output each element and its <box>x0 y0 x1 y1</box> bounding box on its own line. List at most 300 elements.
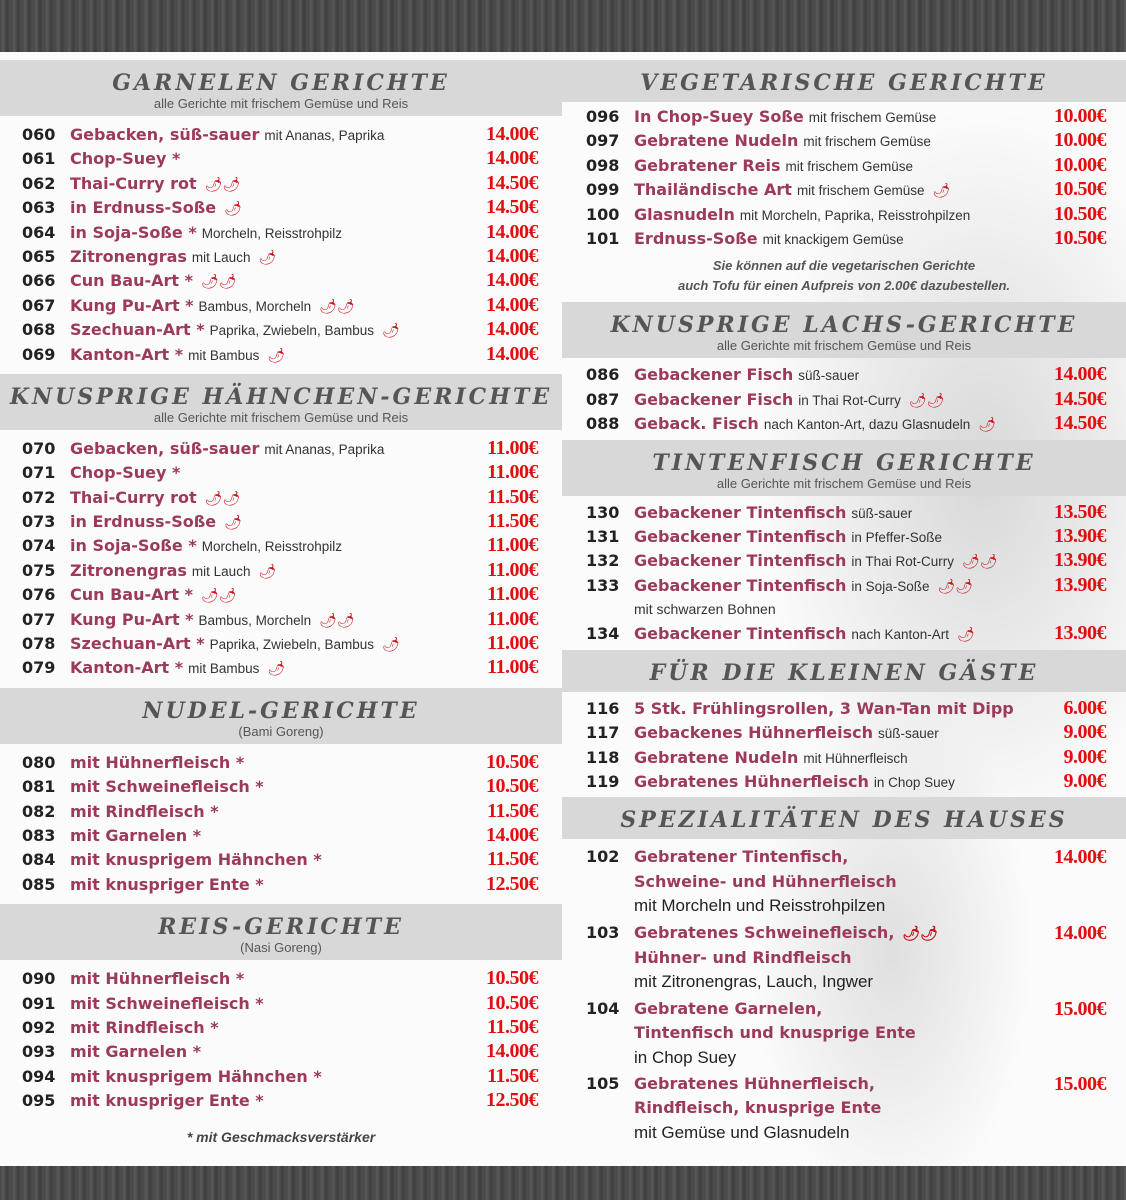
item-name: Gebackenes Hühnerfleisch <box>634 723 874 743</box>
item-price: 11.50€ <box>487 485 538 508</box>
item-description: nach Kanton-Art, dazu Glasnudeln <box>763 417 971 433</box>
menu-item <box>22 1088 538 1112</box>
chili-icon: 🌶 <box>258 249 277 266</box>
item-description: mit frischem Gemüse <box>803 134 931 150</box>
item-name-text: Gebratenes Schweinefleisch, <box>634 922 895 942</box>
menu-item <box>586 995 1106 1070</box>
item-name: Gebratene Nudeln <box>634 131 799 151</box>
item-description: mit Morcheln, Paprika, Reisstrohpilzen <box>739 207 971 223</box>
item-name: mit Garnelen * <box>70 1042 202 1062</box>
menu-item <box>586 696 1106 720</box>
item-price: 14.00€ <box>486 342 538 365</box>
item-list <box>0 744 562 904</box>
menu-item <box>22 847 538 871</box>
item-price: 12.50€ <box>486 1089 538 1112</box>
item-description: mit knackigem Gemüse <box>762 231 904 247</box>
menu-item <box>586 769 1106 793</box>
menu-item <box>586 621 1106 645</box>
menu-item <box>22 533 538 557</box>
menu-item <box>22 607 538 631</box>
item-price: 14.00€ <box>486 123 538 145</box>
item-name: mit Hühnerfleisch * <box>70 969 245 989</box>
item-name: Chop-Suey * <box>70 149 181 169</box>
item-name: Gebackener Tintenfisch <box>634 502 847 522</box>
item-name-line2: Tintenfisch und knusprige Ente <box>634 1023 916 1043</box>
item-price: 14.00€ <box>486 318 538 341</box>
item-list <box>562 839 1126 1153</box>
item-name: Glasnudeln <box>634 204 735 224</box>
chili-icon: 🌶🌶 <box>200 274 237 291</box>
item-number: 099 <box>586 180 620 200</box>
menu-item <box>22 146 538 170</box>
item-price: 14.00€ <box>486 1040 538 1063</box>
item-price: 11.00€ <box>487 558 538 581</box>
item-number: 080 <box>22 752 56 772</box>
section-header <box>0 60 562 116</box>
section-header <box>562 302 1126 358</box>
item-number: 079 <box>22 658 56 678</box>
menu-item <box>22 631 538 655</box>
item-price: 11.00€ <box>487 656 538 679</box>
section-header <box>562 440 1126 496</box>
item-description: in Soja-Soße <box>851 578 930 594</box>
section-title: GARNELEN GERICHTE <box>112 70 450 96</box>
item-price: 14.50€ <box>1054 387 1106 410</box>
item-price: 14.00€ <box>1054 846 1106 869</box>
item-number: 102 <box>586 847 620 867</box>
item-price: 14.00€ <box>486 147 538 170</box>
item-number: 103 <box>586 922 620 942</box>
item-price: 11.50€ <box>487 1015 538 1038</box>
item-number: 098 <box>586 155 620 175</box>
chili-icon: 🌶🌶 <box>204 490 241 507</box>
menu-item <box>22 991 538 1015</box>
menu-item <box>22 342 538 366</box>
item-name: Zitronengras <box>70 560 187 580</box>
menu-item <box>586 573 1106 597</box>
section-title: REIS-GERICHTE <box>158 914 404 941</box>
item-name: Gebratenes Hühnerfleisch <box>634 772 869 792</box>
tofu-note-line1: Sie können auf die vegetarischen Gerichte <box>712 258 976 274</box>
chili-icon: 🌶🌶 <box>204 176 241 193</box>
right-column <box>562 52 1126 1166</box>
item-body <box>634 921 1016 995</box>
menu-item <box>586 104 1106 128</box>
item-price: 11.00€ <box>487 607 538 630</box>
menu-item <box>22 244 538 268</box>
chili-icon: 🌶🌶 <box>937 578 974 595</box>
item-name-line1: Gebratenes Hühnerfleisch, <box>634 1074 875 1094</box>
menu-item <box>586 226 1106 250</box>
item-description: mit Ananas, Paprika <box>264 128 385 143</box>
section-header <box>0 688 562 744</box>
item-number: 069 <box>22 344 56 364</box>
bottom-scan-border <box>0 1166 1126 1200</box>
section-subtitle: alle Gerichte mit frischem Gemüse und Reis <box>153 409 409 425</box>
item-price: 9.00€ <box>1063 745 1106 768</box>
item-name: mit knusprigem Hähnchen * <box>70 850 322 870</box>
item-price: 10.50€ <box>1054 178 1106 201</box>
item-name: Gebackener Tintenfisch <box>634 624 847 644</box>
chili-icon: 🌶 <box>956 627 975 644</box>
menu-item <box>22 509 538 533</box>
item-description: mit Morcheln und Reisstrohpilzen <box>634 896 886 916</box>
item-name: mit Rindfleisch * <box>70 801 219 821</box>
item-name-line1: Gebratene Garnelen, <box>634 998 823 1018</box>
item-price: 14.50€ <box>486 196 538 219</box>
menu-item <box>586 524 1106 548</box>
item-number: 091 <box>22 993 56 1013</box>
item-number: 061 <box>22 149 56 169</box>
item-description: Paprika, Zwiebeln, Bambus <box>209 637 374 653</box>
chili-icon: 🌶 <box>258 563 277 580</box>
chili-icon: 🌶 <box>224 515 242 532</box>
menu-item <box>22 582 538 606</box>
menu-item <box>22 317 538 341</box>
item-price: 12.50€ <box>486 872 538 895</box>
section-shrimp <box>0 60 562 374</box>
item-price: 10.50€ <box>486 775 538 798</box>
item-name: Gebratene Nudeln <box>634 747 799 767</box>
item-description: in Chop Suey <box>873 775 955 791</box>
item-price: 14.50€ <box>1054 412 1106 435</box>
item-description: Paprika, Zwiebeln, Bambus <box>209 323 374 339</box>
item-body <box>634 845 1016 918</box>
item-number: 070 <box>22 438 56 458</box>
item-number: 063 <box>22 198 56 218</box>
item-name: mit Schweinefleisch * <box>70 777 264 797</box>
menu-item <box>586 362 1106 386</box>
item-number: 078 <box>22 634 56 654</box>
chili-icon: 🌶🌶 <box>200 588 237 605</box>
item-number: 100 <box>586 204 620 224</box>
section-title: SPEZIALITÄTEN DES HAUSES <box>620 807 1068 834</box>
item-name: Gebackener Tintenfisch <box>634 526 847 546</box>
tofu-note <box>562 252 1126 302</box>
section-title: KNUSPRIGE HÄHNCHEN-GERICHTE <box>9 383 553 410</box>
item-name: Gebacken, süß-sauer <box>70 438 260 458</box>
item-name: in Erdnuss-Soße <box>70 512 217 532</box>
menu-item <box>22 558 538 582</box>
menu-item <box>586 387 1106 411</box>
menu-item <box>22 436 538 460</box>
chili-icon: 🌶 <box>978 417 996 434</box>
item-description: süß-sauer <box>878 726 939 742</box>
menu-item <box>586 548 1106 572</box>
section-title: FÜR DIE KLEINEN GÄSTE <box>649 659 1039 686</box>
item-number: 082 <box>22 801 56 821</box>
item-price: 6.00€ <box>1063 696 1106 719</box>
menu-item <box>22 799 538 823</box>
item-price: 14.00€ <box>486 293 538 316</box>
chili-icon: 🌶 <box>267 347 286 364</box>
item-price: 14.00€ <box>1054 363 1106 386</box>
item-name: mit Garnelen * <box>70 825 202 845</box>
tofu-note-line2: auch Tofu für einen Aufpreis von 2.00€ dazubestellen. <box>677 278 1011 294</box>
item-name-line2: Schweine- und Hühnerfleisch <box>634 871 897 891</box>
item-name: Thai-Curry rot <box>70 173 197 193</box>
item-name: Szechuan-Art * <box>70 634 205 654</box>
menu-item <box>22 655 538 679</box>
item-number: 072 <box>22 487 56 507</box>
section-crispy-chicken <box>0 374 562 688</box>
menu-item <box>22 823 538 847</box>
item-price: 10.50€ <box>486 750 538 773</box>
item-number: 075 <box>22 560 56 580</box>
item-price: 11.50€ <box>487 510 538 533</box>
item-description: mit schwarzen Bohnen <box>634 601 776 618</box>
item-list <box>562 692 1126 798</box>
item-number: 085 <box>22 874 56 894</box>
menu-item <box>22 750 538 774</box>
item-description: mit Ananas, Paprika <box>264 441 385 457</box>
menu-item <box>22 1015 538 1039</box>
item-number: 134 <box>586 624 620 644</box>
section-title: NUDEL-GERICHTE <box>142 697 420 724</box>
menu-item <box>22 485 538 509</box>
item-name: Gebackener Tintenfisch <box>634 551 847 571</box>
menu-item <box>586 843 1106 918</box>
item-price: 14.00€ <box>486 244 538 267</box>
item-name: in Soja-Soße * <box>70 536 197 556</box>
item-number: 065 <box>22 246 56 266</box>
item-name: Gebackener Fisch <box>634 389 794 409</box>
item-number: 094 <box>22 1066 56 1086</box>
item-number: 076 <box>22 585 56 605</box>
item-description: mit Bambus <box>188 347 260 363</box>
item-number: 086 <box>586 365 620 385</box>
section-noodles <box>0 688 562 904</box>
chili-icon: 🌶🌶 <box>908 392 945 409</box>
top-scan-border <box>0 0 1126 52</box>
item-name: Gebratener Reis <box>634 155 781 175</box>
item-number: 077 <box>22 609 56 629</box>
item-price: 11.50€ <box>487 848 538 871</box>
item-name: mit knuspriger Ente * <box>70 874 264 894</box>
item-price: 10.50€ <box>486 967 538 990</box>
item-name: Kung Pu-Art * <box>70 295 194 315</box>
item-price: 13.90€ <box>1054 573 1106 596</box>
menu-item <box>586 128 1106 152</box>
item-description: in Thai Rot-Curry <box>798 392 901 408</box>
item-name: Kanton-Art * <box>70 658 184 678</box>
item-number: 071 <box>22 463 56 483</box>
menu-page <box>0 52 1126 1166</box>
section-subtitle: (Nasi Goreng) <box>240 940 322 956</box>
item-price: 15.00€ <box>1054 1073 1106 1096</box>
menu-item <box>22 966 538 990</box>
item-number: 083 <box>22 825 56 845</box>
item-number: 095 <box>22 1091 56 1111</box>
item-description: mit Lauch <box>191 563 251 579</box>
item-description: mit frischem Gemüse <box>808 110 937 125</box>
item-name: Erdnuss-Soße <box>634 228 758 248</box>
item-number: 068 <box>22 320 56 340</box>
item-description: mit Bambus <box>188 661 260 677</box>
item-number: 097 <box>586 131 620 151</box>
item-price: 11.00€ <box>487 632 538 655</box>
chili-icon: 🌶 <box>381 637 400 654</box>
item-price: 14.00€ <box>486 220 538 243</box>
item-name-line1: Gebratener Tintenfisch, <box>634 847 849 867</box>
item-description: in Chop Suey <box>634 1047 737 1067</box>
section-subtitle: (Bami Goreng) <box>238 723 324 739</box>
menu-item <box>22 122 538 146</box>
menu-item <box>586 202 1106 226</box>
section-title: TINTENFISCH GERICHTE <box>652 449 1036 476</box>
item-name: Chop-Suey * <box>70 463 181 483</box>
item-list <box>0 430 562 688</box>
section-subtitle: alle Gerichte mit frischem Gemüse und Reis <box>716 338 972 354</box>
item-number: 084 <box>22 850 56 870</box>
item-name: Szechuan-Art * <box>70 320 205 340</box>
chili-icon: 🌶 <box>932 183 951 200</box>
menu-item <box>22 195 538 219</box>
menu-item <box>22 293 538 317</box>
item-price: 14.50€ <box>486 171 538 194</box>
item-list <box>562 358 1126 439</box>
item-number: 133 <box>586 575 620 595</box>
menu-item-continuation <box>586 597 1106 621</box>
section-vegetarian <box>562 60 1126 302</box>
item-description: mit Zitronengras, Lauch, Ingwer <box>634 972 874 992</box>
chili-icon: 🌶 <box>381 323 400 340</box>
item-name: Cun Bau-Art * <box>70 585 193 605</box>
item-price: 10.50€ <box>1054 202 1106 225</box>
item-name: mit Rindfleisch * <box>70 1017 219 1037</box>
menu-item <box>586 745 1106 769</box>
item-number: 130 <box>586 502 620 522</box>
item-name: Gebackener Tintenfisch <box>634 575 847 595</box>
menu-item <box>22 872 538 896</box>
item-price: 10.00€ <box>1054 153 1106 176</box>
item-price: 11.00€ <box>487 534 538 557</box>
item-list <box>562 102 1126 252</box>
item-name: In Chop-Suey Soße <box>634 107 804 126</box>
item-name: Geback. Fisch <box>634 414 759 434</box>
item-number: 092 <box>22 1017 56 1037</box>
item-description: süß-sauer <box>798 368 860 384</box>
item-description: Morcheln, Reisstrohpilz <box>201 539 343 555</box>
item-number: 131 <box>586 526 620 546</box>
item-name: Gebacken, süß-sauer <box>70 125 260 144</box>
section-header <box>562 650 1126 692</box>
item-list <box>0 116 562 374</box>
item-name-line1 <box>634 921 1016 946</box>
section-house-specials <box>562 797 1126 1153</box>
menu-item <box>22 774 538 798</box>
item-number: 060 <box>22 125 56 144</box>
item-name-line2: Rindfleisch, knusprige Ente <box>634 1098 882 1118</box>
item-name: mit Hühnerfleisch * <box>70 752 245 772</box>
item-price: 13.90€ <box>1054 622 1106 645</box>
item-price: 13.50€ <box>1054 500 1106 523</box>
section-subtitle: alle Gerichte mit frischem Gemüse und Reis <box>716 475 972 491</box>
item-price: 10.50€ <box>1054 226 1106 249</box>
item-name: Thailändische Art <box>634 180 792 200</box>
item-number: 132 <box>586 551 620 571</box>
section-rice <box>0 904 562 1144</box>
item-list <box>562 496 1126 650</box>
item-price: 10.00€ <box>1054 129 1106 152</box>
item-name: Gebackener Fisch <box>634 365 794 385</box>
menu-item <box>586 500 1106 524</box>
menu-item <box>22 220 538 244</box>
item-price: 10.00€ <box>1054 105 1106 127</box>
item-number: 118 <box>586 747 620 767</box>
chili-icon: 🌶 <box>224 201 242 218</box>
item-description: in Thai Rot-Curry <box>851 554 954 570</box>
item-number: 088 <box>586 414 620 434</box>
item-name: Thai-Curry rot <box>70 487 197 507</box>
item-number: 081 <box>22 777 56 797</box>
item-number: 087 <box>586 389 620 409</box>
item-number: 105 <box>586 1074 620 1094</box>
item-description: Bambus, Morcheln <box>198 298 312 314</box>
footnote: * mit Geschmacksverstärker <box>186 1128 376 1145</box>
item-number: 062 <box>22 173 56 193</box>
item-number: 066 <box>22 271 56 291</box>
item-price: 14.00€ <box>1054 921 1106 944</box>
item-body <box>634 997 1016 1070</box>
item-number: 064 <box>22 222 56 242</box>
item-description: Morcheln, Reisstrohpilz <box>201 225 343 241</box>
item-number: 101 <box>586 228 620 248</box>
chili-icon: 🌶🌶 <box>319 612 355 629</box>
menu-item <box>586 1070 1106 1145</box>
section-header <box>0 374 562 430</box>
chili-icon: 🌶🌶 <box>902 925 938 942</box>
menu-item <box>586 177 1106 201</box>
item-price: 9.00€ <box>1063 721 1106 744</box>
item-description: mit Hühnerfleisch <box>803 750 908 766</box>
item-price: 9.00€ <box>1063 770 1106 793</box>
item-name: mit knusprigem Hähnchen * <box>70 1066 322 1086</box>
item-number: 096 <box>586 107 620 126</box>
item-price: 11.50€ <box>487 799 538 822</box>
item-number: 119 <box>586 772 620 792</box>
item-description: süß-sauer <box>851 505 913 521</box>
item-price: 15.00€ <box>1054 997 1106 1020</box>
item-name: Zitronengras <box>70 246 187 266</box>
chili-icon: 🌶🌶 <box>319 298 355 315</box>
menu-item <box>22 1039 538 1063</box>
item-body <box>634 1072 1016 1145</box>
section-title: VEGETARISCHE GERICHTE <box>640 70 1048 96</box>
section-kids <box>562 650 1126 798</box>
item-price: 14.00€ <box>486 823 538 846</box>
item-description: mit frischem Gemüse <box>785 158 914 174</box>
item-number: 073 <box>22 512 56 532</box>
item-number: 117 <box>586 723 620 743</box>
item-price: 11.00€ <box>487 436 538 459</box>
menu-item <box>22 1064 538 1088</box>
item-number: 093 <box>22 1042 56 1062</box>
section-header <box>562 60 1126 102</box>
item-name: Kanton-Art * <box>70 344 184 364</box>
item-description: in Pfeffer-Soße <box>851 529 942 545</box>
chili-icon: 🌶 <box>267 661 286 678</box>
section-squid <box>562 440 1126 650</box>
menu-item <box>586 153 1106 177</box>
item-price: 13.90€ <box>1054 549 1106 572</box>
menu-item <box>586 919 1106 995</box>
item-number: 067 <box>22 295 56 315</box>
item-name: 5 Stk. Frühlingsrollen, 3 Wan-Tan mit Dipp <box>634 698 1014 718</box>
item-price: 10.50€ <box>486 991 538 1014</box>
left-column <box>0 52 562 1145</box>
section-title: KNUSPRIGE LACHS-GERICHTE <box>610 312 1078 339</box>
